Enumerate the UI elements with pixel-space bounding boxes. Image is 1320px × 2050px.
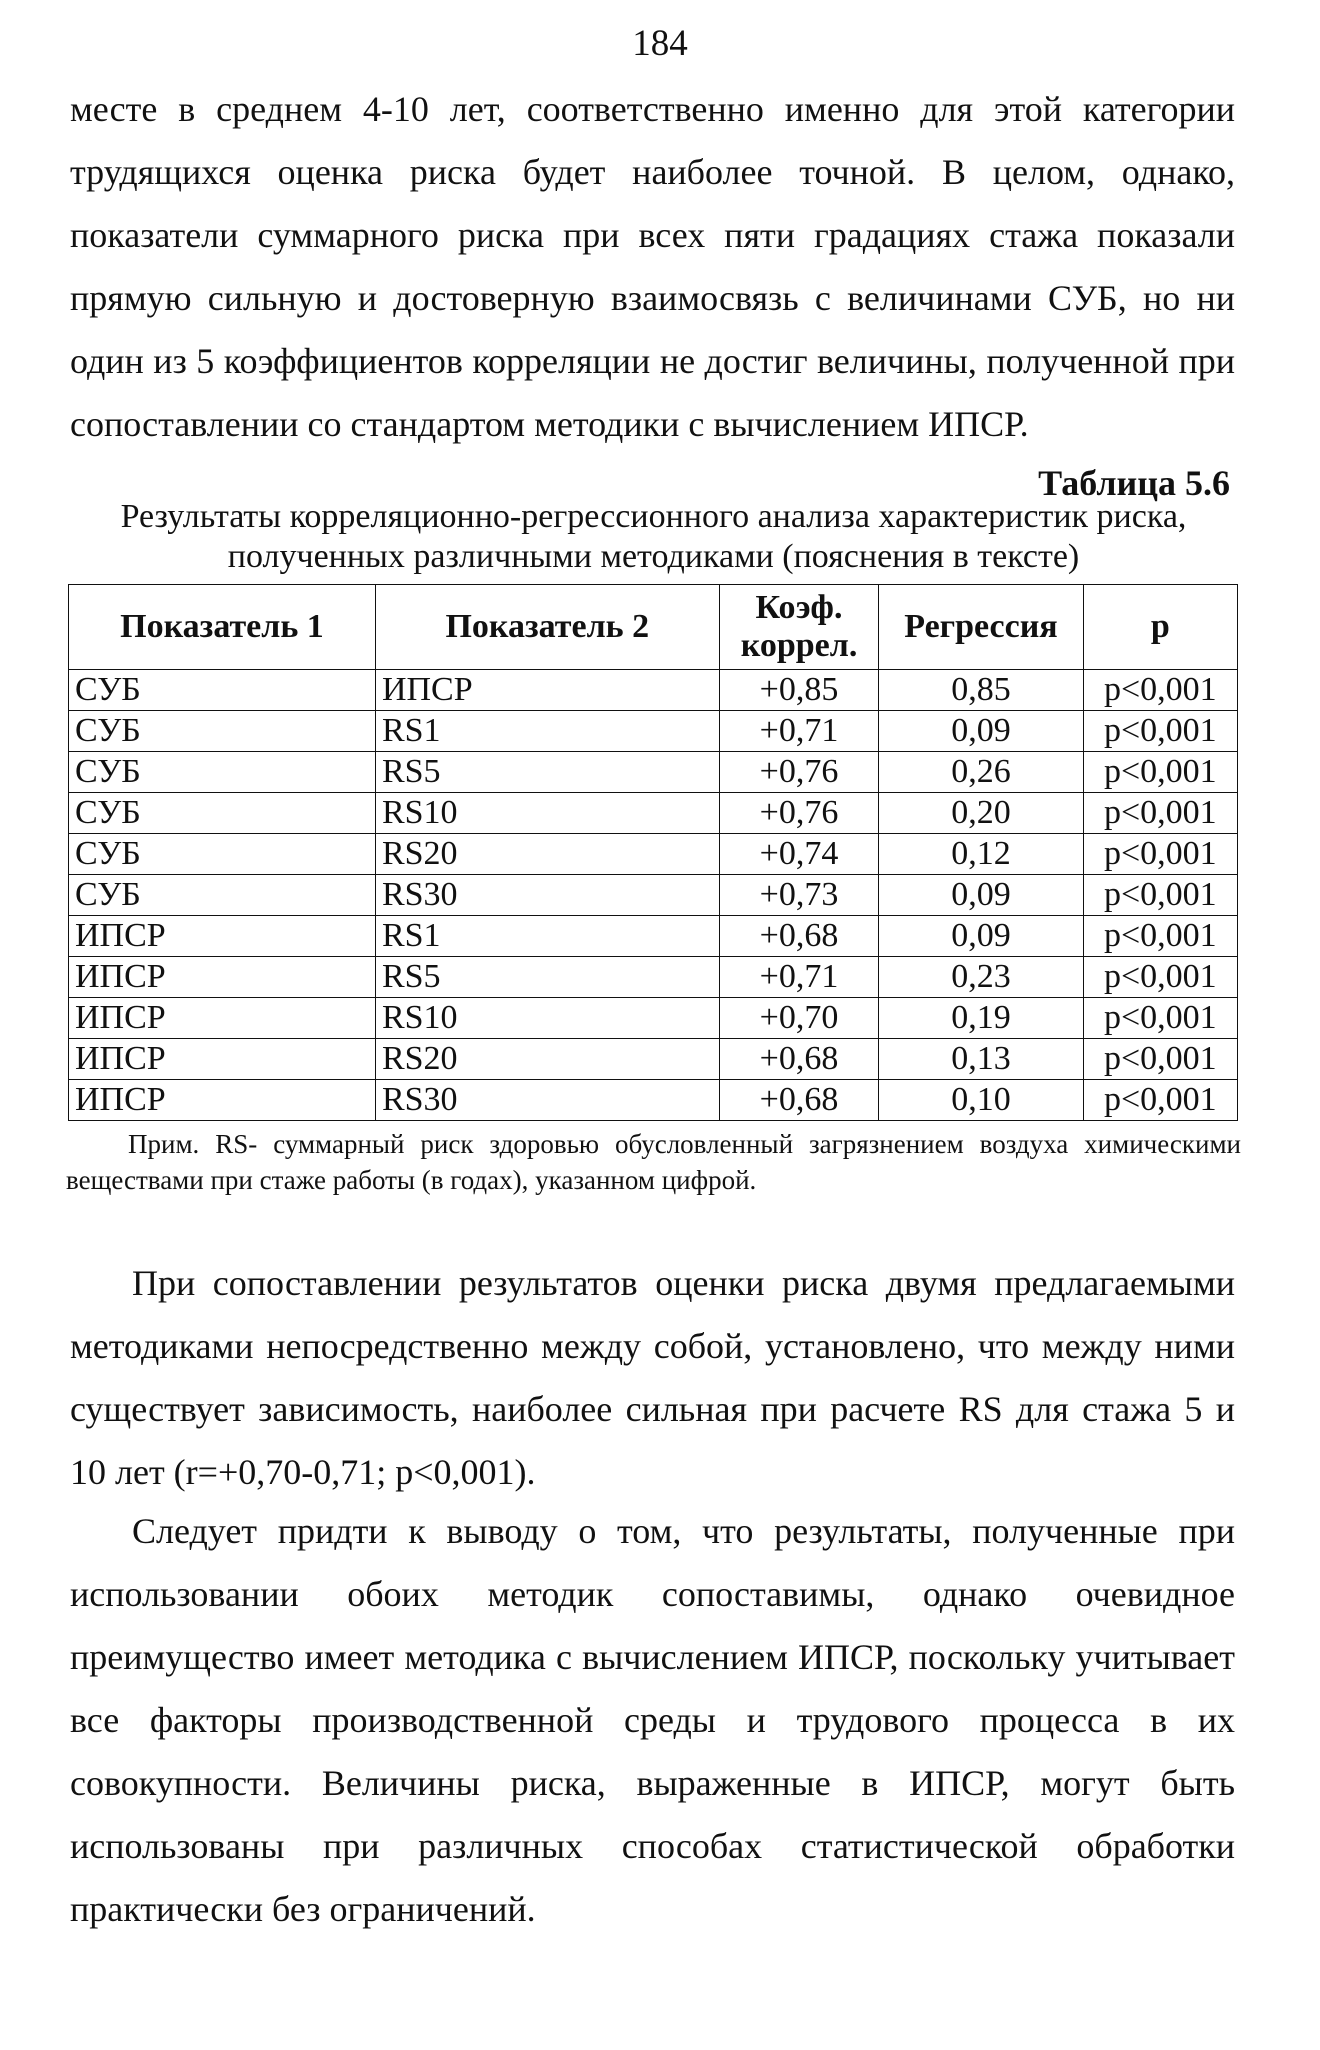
cell-regression: 0,20 — [879, 793, 1083, 834]
cell-regression: 0,23 — [879, 957, 1083, 998]
cell-indicator-2: RS5 — [375, 957, 719, 998]
cell-indicator-1: СУБ — [69, 711, 376, 752]
cell-correlation: +0,85 — [719, 670, 879, 711]
table-row — [69, 670, 1238, 711]
paragraph-comparison: При сопоставлении результатов оценки риска двумя предлагаемыми методиками непосредственно между собой, установлено, что между ними существует зависимость, наиболее сильная при расчете RS для стажа 5 и 10 лет (r=+0,70-0,71; p<0,001). — [70, 1263, 1235, 1492]
cell-correlation: +0,68 — [719, 1080, 879, 1121]
cell-correlation: +0,70 — [719, 998, 879, 1039]
cell-correlation: +0,71 — [719, 957, 879, 998]
header-indicator-2: Показатель 2 — [375, 585, 719, 670]
cell-indicator-2: ИПСР — [375, 670, 719, 711]
cell-correlation: +0,74 — [719, 834, 879, 875]
table-row — [69, 875, 1238, 916]
cell-indicator-1: СУБ — [69, 834, 376, 875]
cell-indicator-2: RS10 — [375, 998, 719, 1039]
cell-indicator-2: RS10 — [375, 793, 719, 834]
cell-correlation: +0,71 — [719, 711, 879, 752]
cell-indicator-2: RS5 — [375, 752, 719, 793]
table-row — [69, 1039, 1238, 1080]
table-row — [69, 752, 1238, 793]
paragraph-conclusion: Следует придти к выводу о том, что результаты, полученные при использовании обоих методик сопоставимы, однако очевидное преимущество имеет методика с вычислением ИПСР, поскольку учитывает все факторы производственной среды и трудового процесса в их совокупности. Величины риска, выраженные в ИПСР, могут быть использованы при различных способах статистической обработки практически без ограничений. — [70, 1511, 1235, 1929]
table-row — [69, 916, 1238, 957]
cell-regression: 0,26 — [879, 752, 1083, 793]
cell-regression: 0,09 — [879, 711, 1083, 752]
table-row — [69, 711, 1238, 752]
paragraph-intro: месте в среднем 4-10 лет, соответственно именно для этой категории трудящихся оценка риска будет наиболее точной. В целом, однако, показатели суммарного риска при всех пяти градациях стажа показали прямую сильную и достоверную взаимосвязь с величинами СУБ, но ни один из 5 коэффициентов корреляции не достиг величины, полученной при сопоставлении со стандартом методики с вычислением ИПСР. — [70, 89, 1235, 444]
cell-correlation: +0,68 — [719, 1039, 879, 1080]
cell-p: p<0,001 — [1083, 670, 1237, 711]
table-row — [69, 1080, 1238, 1121]
cell-p: p<0,001 — [1083, 916, 1237, 957]
cell-p: p<0,001 — [1083, 1080, 1237, 1121]
cell-correlation: +0,76 — [719, 752, 879, 793]
table-row — [69, 998, 1238, 1039]
cell-regression: 0,09 — [879, 875, 1083, 916]
cell-indicator-2: RS1 — [375, 916, 719, 957]
header-indicator-1: Показатель 1 — [69, 585, 376, 670]
cell-p: p<0,001 — [1083, 752, 1237, 793]
cell-p: p<0,001 — [1083, 834, 1237, 875]
cell-indicator-1: ИПСР — [69, 957, 376, 998]
cell-p: p<0,001 — [1083, 875, 1237, 916]
table-label: Таблица 5.6 — [1038, 463, 1230, 503]
table-row — [69, 957, 1238, 998]
results-table — [68, 584, 1238, 1121]
cell-indicator-1: ИПСР — [69, 1039, 376, 1080]
cell-indicator-1: ИПСР — [69, 916, 376, 957]
cell-p: p<0,001 — [1083, 793, 1237, 834]
cell-regression: 0,13 — [879, 1039, 1083, 1080]
cell-indicator-1: ИПСР — [69, 1080, 376, 1121]
cell-indicator-2: RS20 — [375, 1039, 719, 1080]
cell-regression: 0,19 — [879, 998, 1083, 1039]
cell-indicator-1: СУБ — [69, 875, 376, 916]
cell-correlation: +0,68 — [719, 916, 879, 957]
cell-indicator-1: СУБ — [69, 793, 376, 834]
cell-correlation: +0,73 — [719, 875, 879, 916]
cell-indicator-2: RS1 — [375, 711, 719, 752]
cell-regression: 0,10 — [879, 1080, 1083, 1121]
cell-indicator-2: RS30 — [375, 1080, 719, 1121]
cell-regression: 0,12 — [879, 834, 1083, 875]
cell-p: p<0,001 — [1083, 998, 1237, 1039]
cell-indicator-1: СУБ — [69, 670, 376, 711]
cell-indicator-1: ИПСР — [69, 998, 376, 1039]
table-caption: Результаты корреляционно-регрессионного анализа характеристик риска, полученных различными методиками (пояснения в тексте) — [120, 498, 1187, 575]
header-regression: Регрессия — [879, 585, 1083, 670]
cell-correlation: +0,76 — [719, 793, 879, 834]
cell-p: p<0,001 — [1083, 957, 1237, 998]
table-note: Прим. RS- суммарный риск здоровью обусловленный загрязнением воздуха химическими веществами при стаже работы (в годах), указанном цифрой. — [66, 1129, 1241, 1195]
table-row — [69, 793, 1238, 834]
page-number: 184 — [632, 23, 688, 64]
cell-indicator-2: RS20 — [375, 834, 719, 875]
cell-regression: 0,09 — [879, 916, 1083, 957]
cell-indicator-2: RS30 — [375, 875, 719, 916]
header-p: p — [1083, 585, 1237, 670]
table-header-row — [69, 585, 1238, 670]
table-row — [69, 834, 1238, 875]
cell-indicator-1: СУБ — [69, 752, 376, 793]
cell-regression: 0,85 — [879, 670, 1083, 711]
cell-p: p<0,001 — [1083, 1039, 1237, 1080]
header-correlation: Коэф. коррел. — [719, 585, 879, 670]
cell-p: p<0,001 — [1083, 711, 1237, 752]
